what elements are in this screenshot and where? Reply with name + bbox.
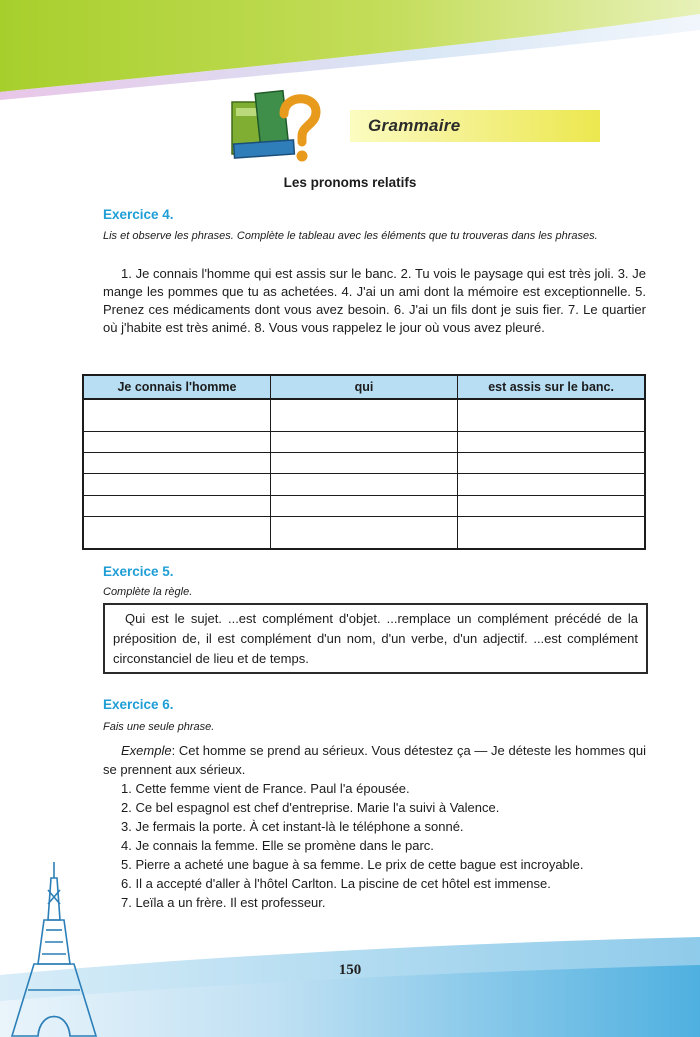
table-cell[interactable] <box>270 431 457 452</box>
exercise5-instruction: Complète la règle. <box>103 586 193 598</box>
list-item: 4. Je connais la femme. Elle se promène dans le parc. <box>121 838 434 853</box>
exercise6-title: Exercice 6. <box>103 697 174 712</box>
list-item: 7. Leïla a un frère. Il est professeur. <box>121 895 326 910</box>
table-cell[interactable] <box>458 399 645 431</box>
exercise5-rule-box <box>103 603 648 674</box>
table-row <box>83 495 645 516</box>
table-cell[interactable] <box>458 517 645 549</box>
table-cell[interactable] <box>458 453 645 474</box>
exercise5-title: Exercice 5. <box>103 564 174 579</box>
table-row <box>83 474 645 495</box>
table-cell[interactable] <box>83 517 270 549</box>
page-number: 150 <box>338 962 362 978</box>
exercise4-table <box>82 374 646 550</box>
exercise6-instruction: Fais une seule phrase. <box>103 721 215 733</box>
top-decorative-band <box>0 0 700 100</box>
list-item: 1. Cette femme vient de France. Paul l'a épousée. <box>121 781 410 796</box>
table-cell[interactable] <box>270 474 457 495</box>
list-item: 6. Il a accepté d'aller à l'hôtel Carlton. La piscine de cet hôtel est immense. <box>121 876 551 891</box>
table-row <box>83 399 645 431</box>
eiffel-tower-icon <box>8 860 100 1037</box>
table-cell[interactable] <box>270 495 457 516</box>
table-row <box>83 431 645 452</box>
bottom-decorative-band <box>0 935 700 1037</box>
exercise6-example <box>103 741 646 779</box>
table-cell[interactable] <box>270 517 457 549</box>
table-header-cell: Je connais l'homme <box>83 375 270 399</box>
exercise4-title: Exercice 4. <box>103 207 174 222</box>
books-question-icon <box>224 84 328 166</box>
table-cell[interactable] <box>83 399 270 431</box>
table-cell[interactable] <box>83 474 270 495</box>
section-title: Grammaire <box>368 116 461 135</box>
table-cell[interactable] <box>458 474 645 495</box>
table-header-cell: est assis sur le banc. <box>458 375 645 399</box>
exercise4-sentences: 1. Je connais l'homme qui est assis sur le banc. 2. Tu vois le paysage qui est très joli. 3. Je mange les pommes que tu as achetées. 4. J'ai un ami dont la mémoire est exceptionnelle. 5. Prenez ces médicaments dont vous avez besoin. 6. J'ai un fils dont je suis fier. 7. Le quartier où j'habite est très animé. 8. Vous vous rappelez le jour où vous avez pleuré. <box>103 266 646 335</box>
exercise4-text <box>103 265 646 337</box>
example-text: : Cet homme se prend au sérieux. Vous détestez ça — Je déteste les hommes qui se prennent aux sérieux. <box>103 743 646 777</box>
exercise4-instruction: Lis et observe les phrases. Complète le tableau avec les éléments que tu trouveras dans les phrases. <box>103 230 598 242</box>
table-cell[interactable] <box>458 431 645 452</box>
list-item: 3. Je fermais la porte. À cet instant-là le téléphone a sonné. <box>121 819 464 834</box>
list-item: 2. Ce bel espagnol est chef d'entreprise. Marie l'a suivi à Valence. <box>121 800 500 815</box>
exercise5-rule-text: Qui est le sujet. ...est complément d'objet. ...remplace un complément précédé de la préposition de, il est complément d'un nom, d'un verbe, d'un adjectif. ...est complément circonstanciel de lieu et de temps. <box>113 611 638 666</box>
page-title: Les pronoms relatifs <box>283 175 417 190</box>
table-cell[interactable] <box>83 495 270 516</box>
table-row <box>83 453 645 474</box>
table-cell[interactable] <box>270 399 457 431</box>
table-cell[interactable] <box>458 495 645 516</box>
example-label: Exemple <box>121 743 172 758</box>
exercise6-list <box>103 741 646 912</box>
table-cell[interactable] <box>83 453 270 474</box>
table-row <box>83 517 645 549</box>
table-header-row <box>83 375 645 399</box>
table-header-cell: qui <box>270 375 457 399</box>
table-cell[interactable] <box>83 431 270 452</box>
table-cell[interactable] <box>270 453 457 474</box>
section-header <box>290 104 652 148</box>
list-item: 5. Pierre a acheté une bague à sa femme. Le prix de cette bague est incroyable. <box>121 857 584 872</box>
